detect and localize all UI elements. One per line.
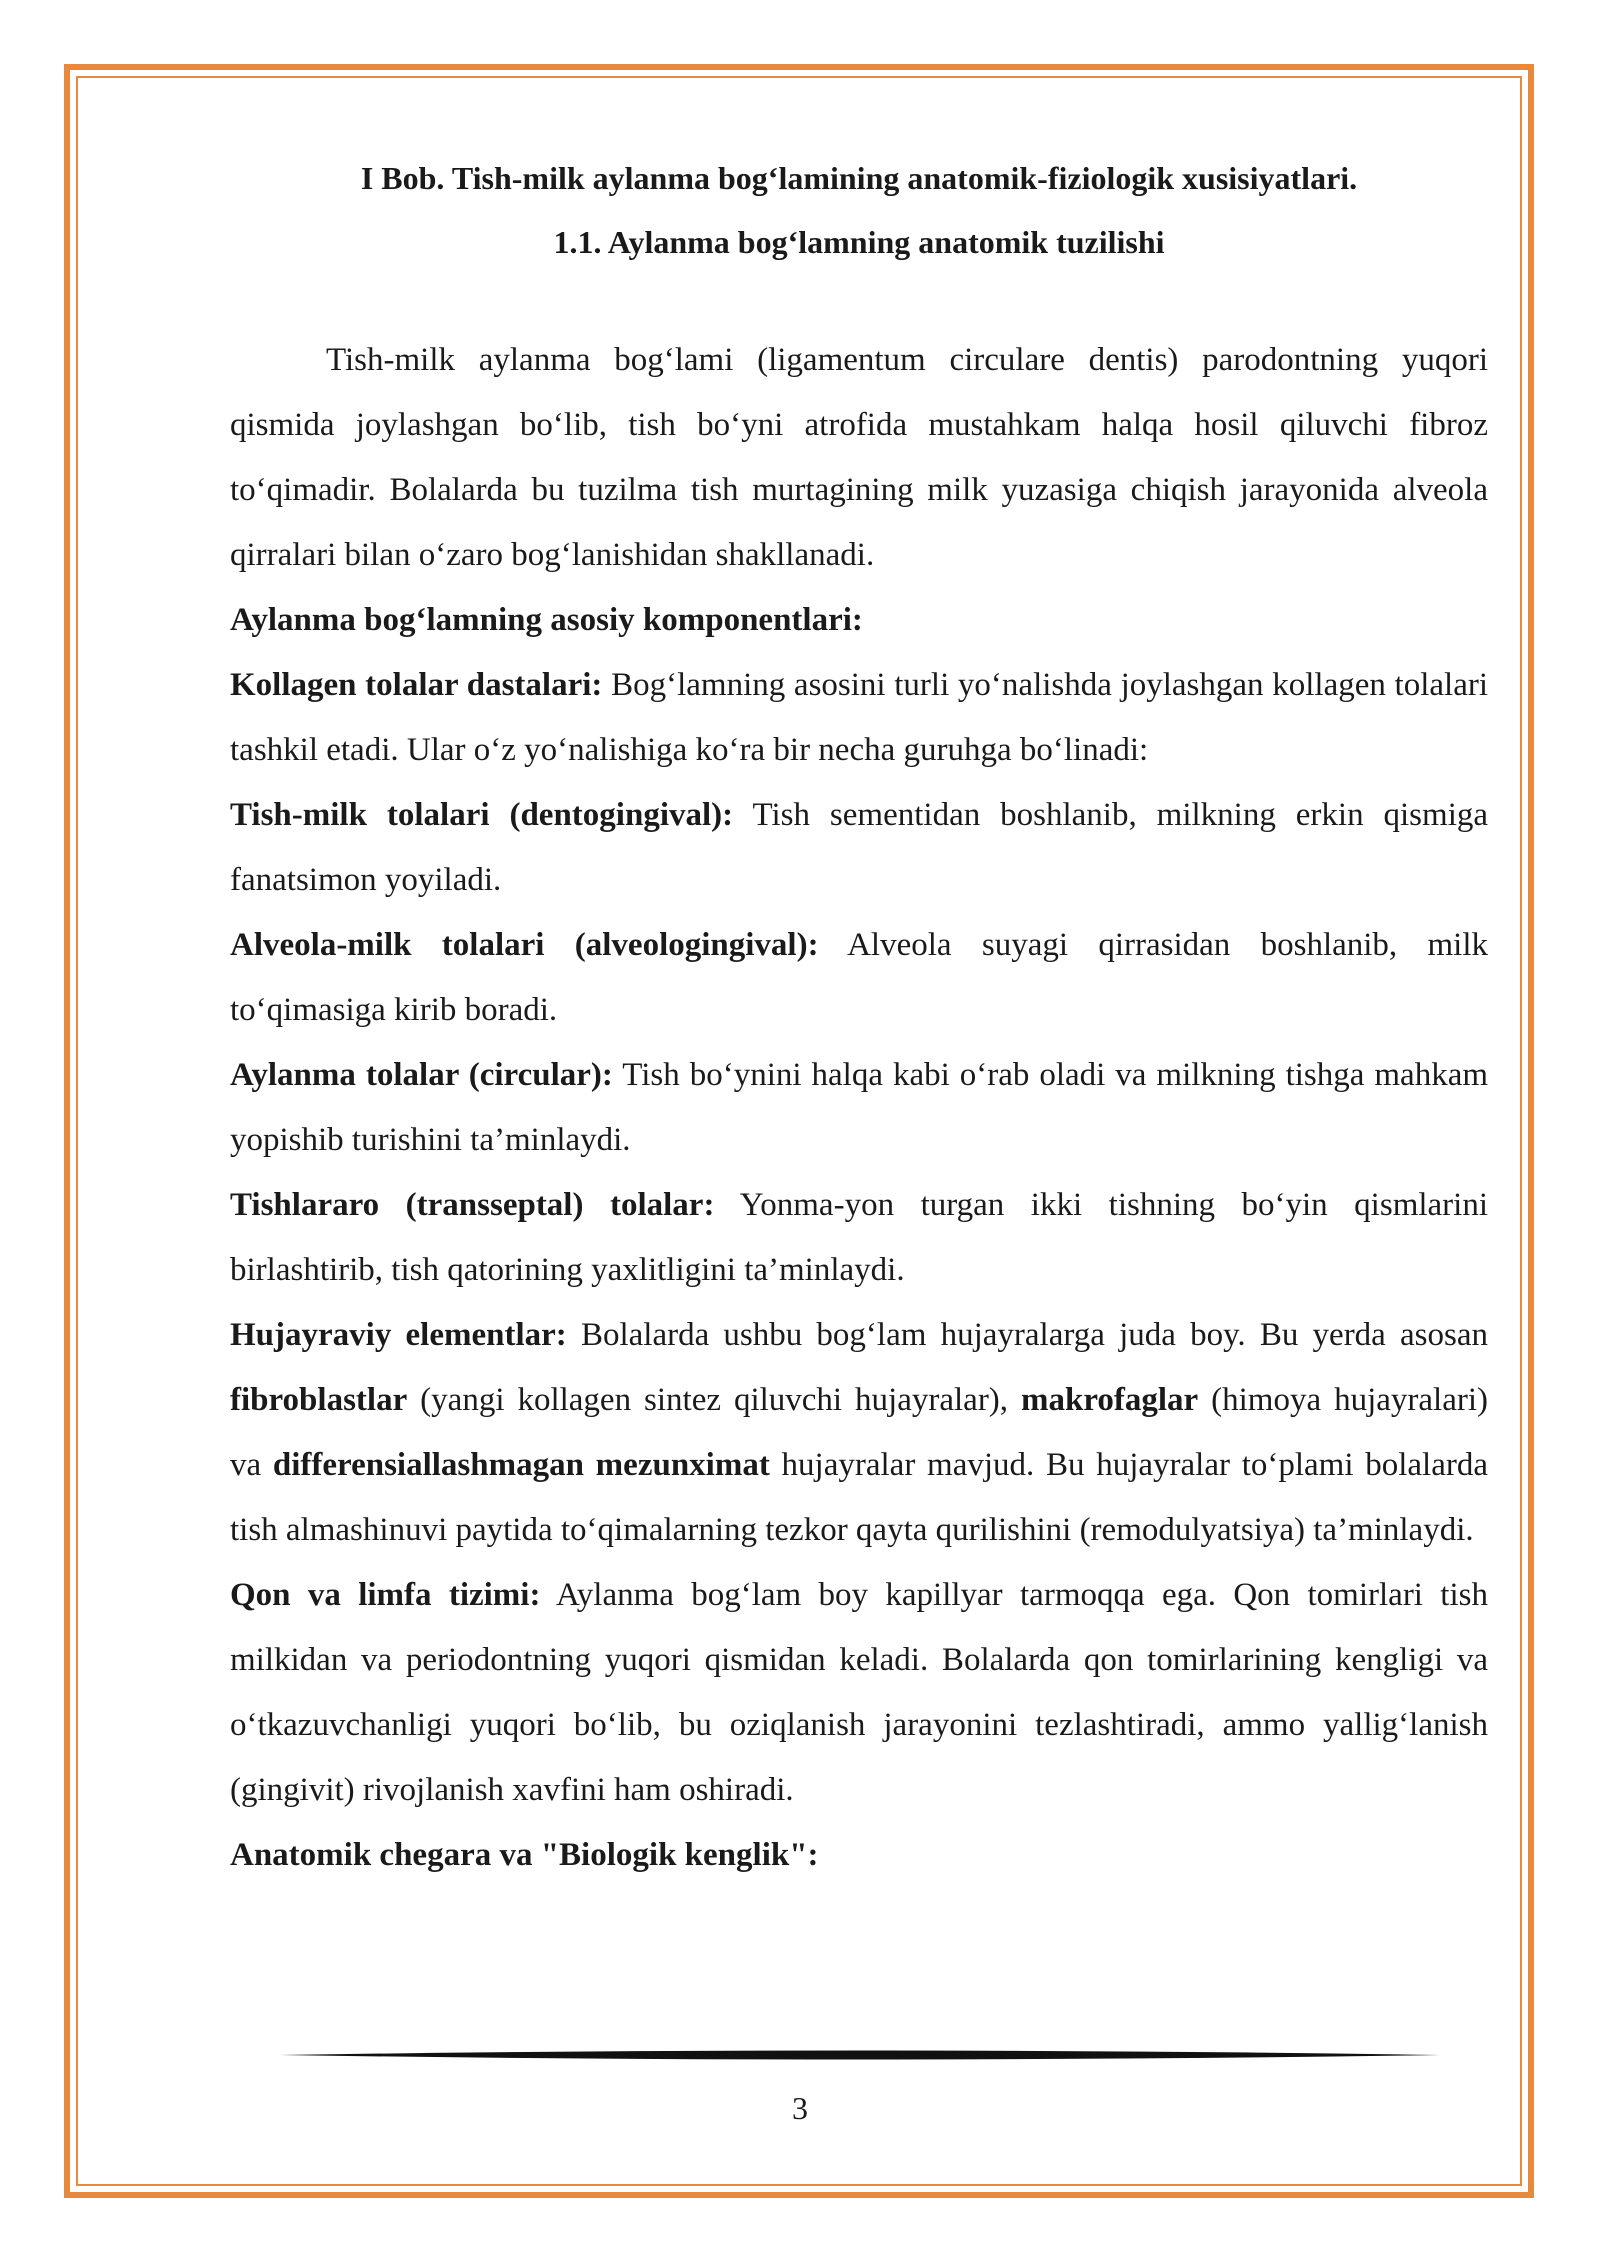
alveologingival-term: Alveola-milk tolalari (alveologingival): [230, 927, 819, 963]
mesenchymal-term: differensiallashmagan mezunximat [272, 1447, 770, 1483]
fibroblast-term: fibroblastlar [230, 1382, 408, 1418]
transseptal-term: Tishlararo (transseptal) tolalar: [230, 1187, 715, 1223]
transseptal-paragraph [230, 1173, 1488, 1303]
chapter-title: I Bob. Tish-milk aylanma bog‘lamining anatomik-fiziologik xusisiyatlari. [360, 160, 1358, 196]
footer-divider [280, 2048, 1440, 2062]
page-number: 3 [792, 2090, 808, 2126]
dentogingival-term: Tish-milk tolalari (dentogingival): [230, 797, 734, 833]
section-title: 1.1. Aylanma bog‘lamning anatomik tuzilishi [553, 224, 1165, 260]
transseptal-text: Yonma-yon turgan ikki tishning bo‘yin qismlarini birlashtirib, tish qatorining yaxlitligini ta’minlaydi. [230, 1187, 1489, 1288]
alveologingival-text: Alveola suyagi qirrasidan boshlanib, milk to‘qimasiga kirib boradi. [230, 927, 1488, 1028]
dentogingival-paragraph [230, 783, 1488, 913]
boundary-heading: Anatomik chegara va "Biologik kenglik": [230, 1837, 819, 1873]
circular-paragraph [230, 1043, 1488, 1173]
circular-text: Tish bo‘ynini halqa kabi o‘rab oladi va milkning tishga mahkam yopishib turishini ta’minlaydi. [230, 1057, 1489, 1158]
dentogingival-text: Tish sementidan boshlanib, milkning erkin qismiga fanatsimon yoyiladi. [230, 797, 1489, 898]
macrophage-term: makrofaglar [1021, 1382, 1199, 1418]
blood-paragraph [230, 1563, 1488, 1823]
alveologingival-paragraph [230, 913, 1488, 1043]
blood-term: Qon va limfa tizimi: [230, 1577, 541, 1613]
components-heading: Aylanma bog‘lamning asosiy komponentlari: [230, 602, 863, 638]
cellular-term: Hujayraviy elementlar: [230, 1317, 567, 1353]
circular-term: Aylanma tolalar (circular): [230, 1057, 613, 1093]
page-content [230, 146, 1488, 1888]
collagen-paragraph [230, 653, 1488, 783]
collagen-term: Kollagen tolalar dastalari: [230, 667, 603, 703]
collagen-text: Bog‘lamning asosini turli yo‘nalishda joylashgan kollagen tolalari tashkil etadi. Ular o‘z yo‘nalishiga ko‘ra bir necha guruhga bo‘linadi: [230, 667, 1488, 768]
cellular-paragraph: Hujayraviy elementlar: Bolalarda ushbu bog‘lam hujayralarga juda boy. Bu yerda asosan fibroblastlar (yangi kollagen sintez qiluvchi hujayralar), makrofaglar (himoya hujayralari) va differensiallashmagan mezunximat hujayralar mavjud. Bu hujayralar to‘plami bolalarda tish almashinuvi paytida to‘qimalarning tezkor qayta qurilishini (remodulyatsiya) ta’minlaydi. [230, 1317, 1488, 1548]
blood-text: Aylanma bog‘lam boy kapillyar tarmoqqa ega. Qon tomirlari tish milkidan va periodontning yuqori qismidan keladi. Bolalarda qon tomirlarining kengligi va o‘tkazuvchanligi yuqori bo‘lib, bu oziqlanish jarayonini tezlashtiradi, ammo yallig‘lanish (gingivit) rivojlanish xavfini ham oshiradi. [230, 1577, 1488, 1808]
intro-paragraph: Tish-milk aylanma bog‘lami (ligamentum circulare dentis) parodontning yuqori qismida joylashgan bo‘lib, tish bo‘yni atrofida mustahkam halqa hosil qiluvchi fibroz to‘qimadir. Bolalarda bu tuzilma tish murtagining milk yuzasiga chiqish jarayonida alveola qirralari bilan o‘zaro bog‘lanishidan shakllanadi. [230, 342, 1488, 573]
